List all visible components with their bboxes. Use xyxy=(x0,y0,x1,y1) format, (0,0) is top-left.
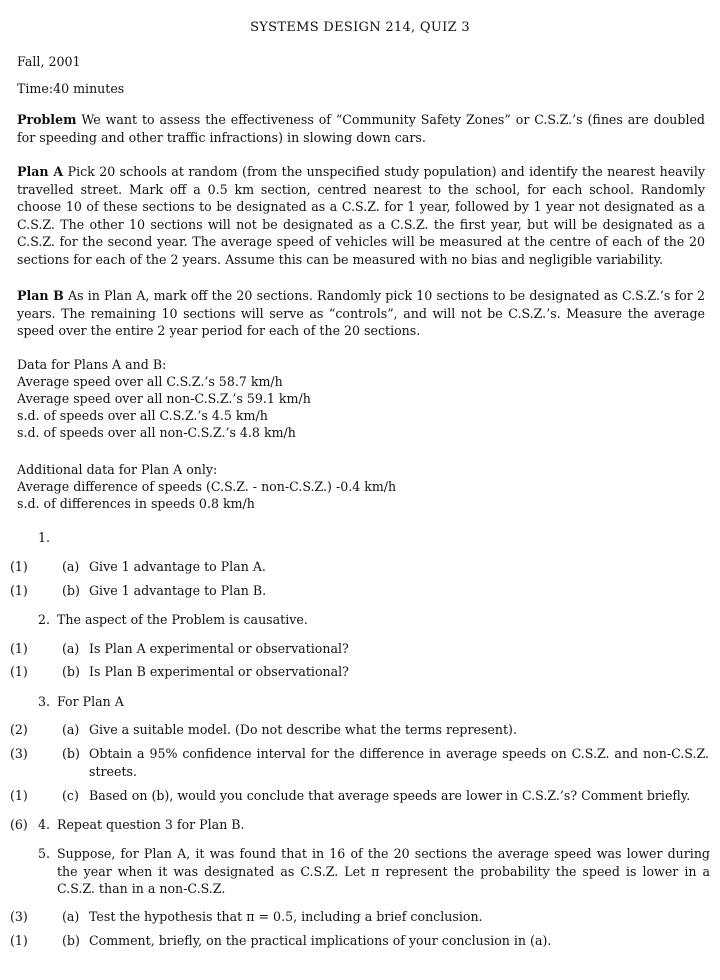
question-4-text: Repeat question 3 for Plan B. xyxy=(57,817,245,832)
question-2b-label: (b) xyxy=(62,664,80,679)
question-3c-label: (c) xyxy=(62,788,79,803)
question-1b-label: (b) xyxy=(62,583,80,598)
question-5a-label: (a) xyxy=(62,909,80,924)
plan-b xyxy=(17,287,705,340)
marks: (1) xyxy=(10,933,28,948)
plan-a-lead: Plan A xyxy=(17,164,64,179)
data-line: Average difference of speeds (C.S.Z. - non-C.S.Z.) -0.4 km/h xyxy=(17,479,397,494)
term: Fall, 2001 xyxy=(17,54,81,69)
question-2b-text: Is Plan B experimental or observational? xyxy=(89,664,349,679)
question-3b-label: (b) xyxy=(62,746,80,761)
data-line: s.d. of differences in speeds 0.8 km/h xyxy=(17,496,255,511)
problem-statement xyxy=(17,111,705,146)
data-line: s.d. of speeds over all non-C.S.Z.’s 4.8 km/h xyxy=(17,425,296,440)
question-2a-label: (a) xyxy=(62,641,80,656)
plan-b-lead: Plan B xyxy=(17,288,64,303)
question-5a-text: Test the hypothesis that π = 0.5, including a brief conclusion. xyxy=(89,909,483,924)
data-ab-heading: Data for Plans A and B: xyxy=(17,357,167,372)
question-2a-text: Is Plan A experimental or observational? xyxy=(89,641,349,656)
marks: (3) xyxy=(10,909,28,924)
marks: (3) xyxy=(10,746,28,761)
problem-lead: Problem xyxy=(17,112,77,127)
question-1a-text: Give 1 advantage to Plan A. xyxy=(89,559,266,574)
marks: (1) xyxy=(10,583,28,598)
plan-a xyxy=(17,163,705,268)
marks: (1) xyxy=(10,641,28,656)
marks: (2) xyxy=(10,722,28,737)
plan-a-text: Pick 20 schools at random (from the unspecified study population) and identify the nearest heavily travelled street. Mark off a 0.5 km section, centred nearest to the school, for each school. Randomly choose 10 of these sections to be designated as a C.S.Z. for 1 year, followed by 1 year not designated as a C.S.Z. The other 10 sections will not be designated as a C.S.Z. the first year, but will be designated as a C.S.Z. for the second year. The average speed of vehicles will be measured at the centre of each of the 20 sections for each of the 2 years. Assume this can be measured with no bias and negligible variability. xyxy=(17,164,705,267)
data-line: Average speed over all non-C.S.Z.’s 59.1 km/h xyxy=(17,391,311,406)
page-title: SYSTEMS DESIGN 214, QUIZ 3 xyxy=(250,20,470,35)
question-3a-label: (a) xyxy=(62,722,80,737)
question-3b-text: Obtain a 95% confidence interval for the difference in average speeds on C.S.Z. and non-C.S.Z. streets. xyxy=(89,746,709,779)
plan-b-text: As in Plan A, mark off the 20 sections. Randomly pick 10 sections to be designated as C.S.Z.’s for 2 years. The remaining 10 sections will serve as “controls”, and will not be C.S.Z.’s. Measure the average speed over the entire 2 year period for each of the 20 sections. xyxy=(17,288,705,338)
question-3a-text: Give a suitable model. (Do not describe what the terms represent). xyxy=(89,722,517,737)
question-5-number: 5. xyxy=(38,846,51,861)
data-line: Average speed over all C.S.Z.’s 58.7 km/h xyxy=(17,374,283,389)
question-3-number: 3. xyxy=(38,694,51,709)
question-5b-text: Comment, briefly, on the practical implications of your conclusion in (a). xyxy=(89,933,552,948)
question-1a-label: (a) xyxy=(62,559,80,574)
question-4-number: 4. xyxy=(38,817,51,832)
data-a-heading: Additional data for Plan A only: xyxy=(17,462,218,477)
marks: (1) xyxy=(10,664,28,679)
marks: (1) xyxy=(10,788,28,803)
marks: (1) xyxy=(10,559,28,574)
question-1-number: 1. xyxy=(38,530,51,545)
question-3-text: For Plan A xyxy=(57,694,124,709)
marks: (6) xyxy=(10,817,28,832)
time-limit: Time:40 minutes xyxy=(17,81,125,96)
problem-text: We want to assess the effectiveness of “Community Safety Zones” or C.S.Z.’s (fines are doubled for speeding and other traffic infractions) in slowing down cars. xyxy=(17,112,705,145)
question-5b-label: (b) xyxy=(62,933,80,948)
question-5-text: Suppose, for Plan A, it was found that in 16 of the 20 sections the average speed was lower during the year when it was designated as C.S.Z. Let π represent the probability the speed is lower in a C.S.Z. than in a non-C.S.Z. xyxy=(57,846,710,896)
question-3c-text: Based on (b), would you conclude that average speeds are lower in C.S.Z.’s? Comment briefly. xyxy=(89,788,691,803)
question-2-text: The aspect of the Problem is causative. xyxy=(57,612,308,627)
question-2-number: 2. xyxy=(38,612,51,627)
data-line: s.d. of speeds over all C.S.Z.’s 4.5 km/h xyxy=(17,408,268,423)
question-1b-text: Give 1 advantage to Plan B. xyxy=(89,583,267,598)
